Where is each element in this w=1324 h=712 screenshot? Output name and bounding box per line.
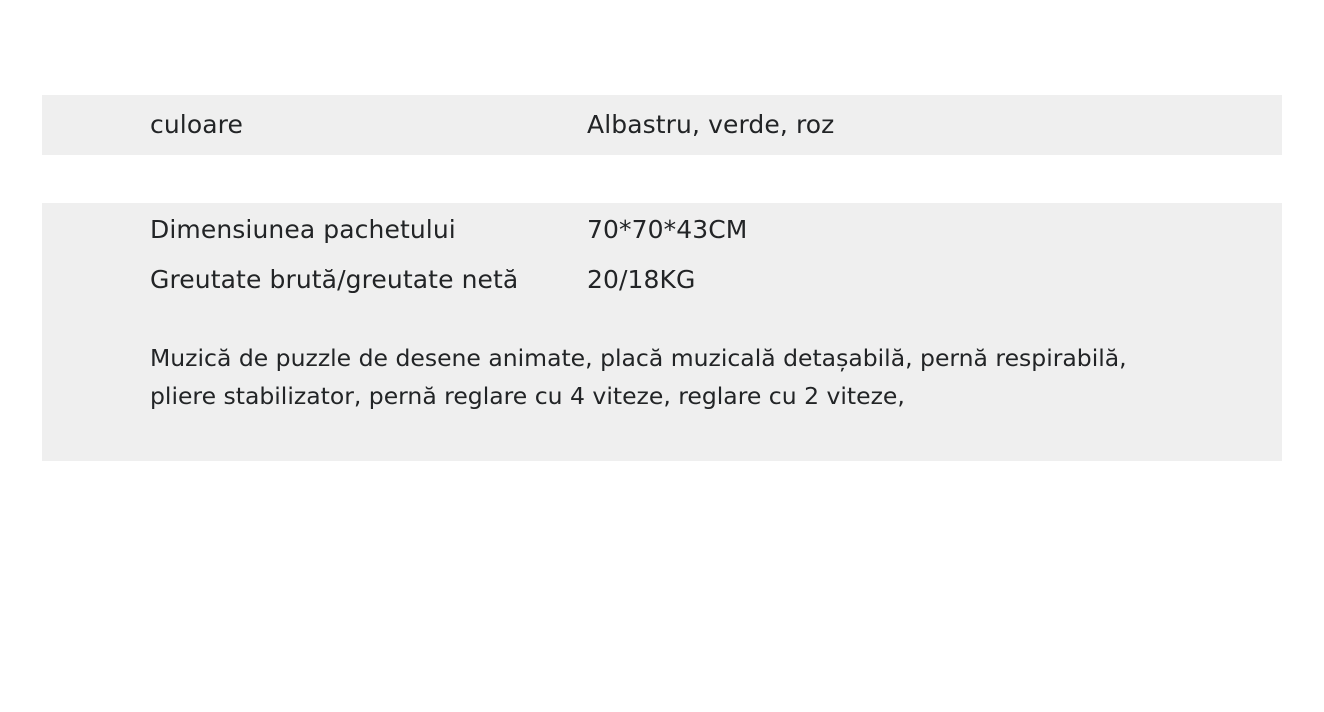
- table-row: [42, 203, 1282, 256]
- table-row: [42, 95, 1282, 155]
- spec-value-package-size: 70*70*43CM: [587, 214, 748, 244]
- product-spec-sheet: [42, 95, 1282, 461]
- table-row: [42, 256, 1282, 303]
- spec-label-weight: Greutate brută/greutate netă: [150, 264, 519, 294]
- spec-label-package-size: Dimensiunea pachetului: [150, 214, 456, 244]
- description-text: Muzică de puzzle de desene animate, placă muzicală detașabilă, pernă respirabilă, pliere stabilizator, pernă reglare cu 4 viteze, reglare cu 2 viteze,: [150, 344, 1127, 411]
- spec-label-color: culoare: [150, 110, 243, 140]
- spec-value-weight: 20/18KG: [587, 264, 696, 294]
- spec-value-color: Albastru, verde, roz: [587, 110, 835, 140]
- row-separator: [42, 155, 1282, 203]
- description-block: [42, 303, 1282, 461]
